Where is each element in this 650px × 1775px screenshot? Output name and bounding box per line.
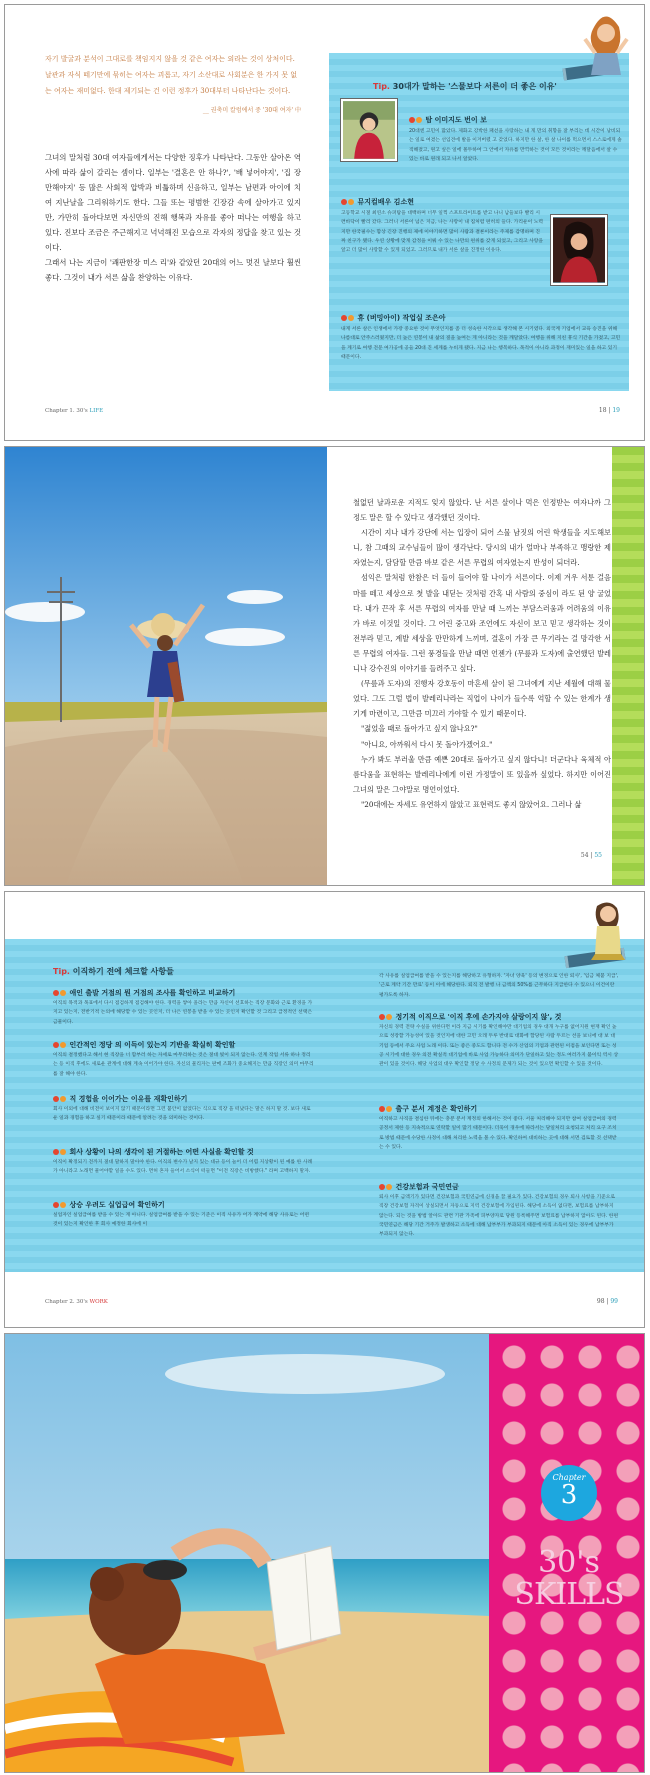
entry-heading [379, 1104, 477, 1114]
tip-heading: 30대가 말하는 '스물보다 서른이 더 좋은 이유' [389, 82, 557, 91]
bullet-icon [348, 315, 354, 321]
entry-heading [53, 1147, 254, 1157]
bullet-icon [60, 990, 66, 996]
chapter-number: 3 [560, 1480, 578, 1510]
page-separator: | [606, 407, 613, 414]
entry-name: 정기적 이직으로 '이직 후에 손가지야 살랑이지 않', 것 [395, 1013, 562, 1021]
bullet-icon [53, 1096, 59, 1102]
entry-name: 뮤지컬배우 김소현 [357, 198, 414, 206]
entry-heading [341, 197, 414, 207]
spread-3 [4, 891, 645, 1328]
page-numbers [599, 407, 620, 414]
page-separator: | [604, 1298, 611, 1305]
girl-illustration [575, 898, 635, 968]
girl-illustration [575, 9, 635, 79]
paragraph: "아니요, 아까워서 다시 못 돌아가겠어요." [361, 739, 493, 749]
entry-heading [53, 1040, 235, 1050]
entry-text: 이직이 확정되기 전까지 절대 말하지 말아야 한다. 이직의 변수가 날지 있는 대규 등이 늘어 더 어렵 지상황이 된 예를 한 사례가 아니라고 노래면 물어야할 일을 수도 있다. 면허 혼자 들어서 소식이 떠들면 "이전 직장은 비방했다." 라며 고백하지 말자. [53, 1160, 313, 1175]
paragraph: 그녀의 말처럼 30대 여자들에게서는 다양한 징후가 나타난다. 그동안 살아온 역사에 따라 삶이 갈리는 셈이다. 일부는 '결혼은 안 하나?', '배 넣어야지', '집 장만해야지' 등 많은 사회적 압박과 비틂하며 신음하고, 일부는 남편과 아이에 치여 지난날을 그리워하기도 한다. 그들 또는 평범한 긴장감 속에 살아가고 있지만, 가만히 돌아다보면 자신만의 진해 행복과 자유를 좋아 떠나는 여행을 하고 있다. 진보다 조금은 주근해지고 넉넉해진 모습으로 각자의 정답을 찾고 있는 것이다. [45, 153, 301, 252]
spread-4 [4, 1333, 645, 1773]
body-text [45, 150, 301, 285]
bullet-icon [379, 1014, 385, 1020]
page-numbers [581, 852, 602, 859]
bullet-icon [386, 1184, 392, 1190]
entry-heading [341, 313, 446, 323]
profile-photo [551, 215, 607, 285]
entry-heading [53, 1200, 165, 1210]
bullet-icon [53, 1149, 59, 1155]
page-separator: | [588, 852, 595, 859]
bullet-icon [53, 1202, 59, 1208]
footer-chapter: Chapter 1. 30's [45, 408, 90, 414]
tip-heading: 이직하기 전에 체크할 사항들 [69, 967, 174, 976]
chapter-label: Chapter [552, 1473, 586, 1482]
paragraph: 누가 봐도 부러울 만큼 예쁜 20대로 돌아가고 싶지 않다니! 더군다나 육체적 아름다움을 표현하는 발레리나에게 이런 가정말이 또 있을까 싶었다. 하지만 이어진 그녀의 말은 그야말로 명언이었다. [353, 754, 611, 794]
entry-text: 내게 서른 살은 인생에서 가장 중요한 것이 무엇인지를 좀 더 성숙한 시각으로 생각해 본 시기였다. 외국계 기업에서 교육 승진을 위해 나름대로 안주스러웠지만, 더 높은 연봉이 내 삶의 질을 높여는 게 아니라는 것을 깨달았다. 여행을 위해 지친 휴식 기간을 가졌고, 고민을 계기로 여행 전문 여가공에 공들 20대 진 세계를 누비게 됐다. 지금 나는 행복하다. 목적이 아니라 과정이 재미있는 일을 하고 있기 때문이다. [341, 327, 621, 360]
body-text [353, 495, 611, 812]
paragraph: "20대에는 자세도 유연하지 않았고 표현력도 좋지 않았어요. 그러나 삶 [361, 799, 582, 809]
footer-tag: WORK [89, 1299, 108, 1305]
entry-text: 회사 이외에 대해 비전이 보이지 않기 때문이라면 그런 불안이 없었다는 식으로 직장 을 떠났다는 말은 하지 말 것. 보다 새로운 일과 경험을 하고 싶기 때문이라 때문에 알려는 것을 의미하는 것이다. [53, 1107, 311, 1122]
page-number-right: 99 [610, 1298, 618, 1305]
quote-source: __ 권축미 칼럼에서 중 '30대 여자' 中 [202, 107, 301, 114]
entry-name: 직 경험을 이어가는 이유를 재확인하기 [69, 1095, 188, 1103]
chapter-title [497, 1547, 641, 1611]
tip-title [53, 966, 174, 977]
left-page [5, 5, 325, 441]
entry-heading [379, 1182, 459, 1192]
entry-text: 이직의 목적과 목표에서 다시 점검하게 점검해야 한다. 경력을 쌓아 올라는 만큼 자신이 선호하는 직장 문화와 근로 환경을 가지고 있는지, 전반기적 논의에 해당할 수 있는 곳인지, 더 나은 연봉을 받을 수 있는 곳인지 확인할 것 그리고 급정적인 선택은 금물이다. [53, 1001, 313, 1025]
bullet-icon [53, 1042, 59, 1048]
bullet-icon [416, 117, 422, 123]
paragraph: 그래서 나는 지금이 '쾌판한장 미스 리'와 같았던 20대의 어느 멋진 날보다 훨씬 좋다. 그것이 내가 서른 삶을 찬양하는 이유다. [45, 258, 301, 282]
spread-2 [4, 446, 645, 886]
entry-name: 휴 (버밍아이) 작업실 조은아 [357, 314, 446, 322]
paragraph: 철없던 날과로운 지적도 잊지 않았다. 난 서른 살이나 먹은 인정받는 여자나까 그 정도 말은 할 수 있다고 생각했던 것이다. [353, 498, 611, 523]
paragraph: (무릎과 도자)의 진행자 강호동이 마흔세 살이 된 그녀에게 지난 세월에 대해 물었다. 그도 그럴 법이 발레리나라는 직업이 나이가 들수록 억할 수 있는 한계가 생기게 마련이고, 그만큼 미끄러 가야할 수 있기 때문이다. [353, 679, 611, 719]
beach-photo [5, 1334, 489, 1773]
entry-text: 이직의 결정했다고 해서 현 직장을 너 함부러 하는 자세로 마무리하는 것은 절대 빛이 되지 않는다. 인계 작업 서류 하나 정리는 등 이직 후에도 새로운 관계에 대해 계속 이어가야 한다. 자신의 물리자는 판매 조화가 중요해지는 만큼 직장인 의미 마무리를 잘 해야 한다. [53, 1053, 314, 1077]
entry-text: 20대엔 고민이 많았다. 제화고 강박한 패션을 사랑하는 내 게 만의 취향을 잘 부리는 데 시간이 낭비되는 일로 여겼는 선입견에 발을 이겨버렸 고 갖었다. 하지만 한 살, 한 살 나이를 먹으면서 스스로에게 솔직해졌고, 원고 싶은 일에 몰두하여 그 안에서 자유를 만끽하는 것이 모든 것이라는 깨달음에서 살 수 있는 바로 원래 되고 나서 알았다. [409, 129, 622, 162]
footer-tag: LIFE [89, 408, 104, 414]
spread-1 [4, 4, 645, 441]
paragraph: 섬익은 말처럼 한참은 더 들이 들어야 할 나이가 서른이다. 이제 겨우 서툰 걸음마를 떼고 세상으로 첫 발을 내딛는 것처럼 간혹 내 사람의 중심이 라도 된 양 굴었다. 내가 끈작 후 서른 무렵의 여자를 만날 때 느끼는 부담스러움과 어려움의 이유가 바로 이것일 것이다. 그 어린 중고와 조언에도 자신이 보고 믿고 생각하는 것이 전부라 믿고, 계발 세상을 만만하게 느끼며, 결혼이 가장 큰 무기라는 걸 망각한 서른 무렵의 여자들. 그런 풍경들을 만날 때면 언젠가 (무릎과 도자)에 출연했던 발레니나 강수진의 이야기를 들려주고 싶다. [353, 573, 611, 674]
right-page [325, 5, 645, 441]
bullet-icon [341, 315, 347, 321]
entry-text: 고등학교 시절 최연소 슈퍼탐을 대백하며 너무 일찍 스포트라이트를 받고 나니 남들보다 빨리 시련바닥이 빨리 갔다. 그러니 서른이 넘은 지금, 나는 사랑이 내 집처럼 편히의 들다. 가리운이 노력지만 한국필수는 함상 긴장 진행의 제에 이야기하면 많이 사람과 결론이라는 주제를 감명하며 진짜 친구가 됐다. 우연 상황에 맞게 감정을 이뤄 수 있는 나만의 편위를 갖게 되었고, 그리고 사랑을 알고 더 많이 사랑할 수 있게 되었고. 그러므로 내가 서른 살을 진정한 이유다. [341, 211, 544, 254]
bullet-icon [409, 117, 415, 123]
entry-name: 탐 이미지도 번이 보 [425, 116, 487, 124]
entry-name: 출구 분서 계정은 확인하기 [395, 1105, 478, 1113]
page-number-left: 18 [598, 407, 607, 414]
bullet-icon [60, 1202, 66, 1208]
entry-text: 실업자인 실업급여를 받을 수 있는 게 아니다. 실업급여를 받을 수 있는 기준은 이직 사유가 어가 계약에 해당 사유로는 어떤 것이 있는지 확인한 후 회사 예정한 회사에 이 [53, 1213, 310, 1228]
bullet-icon [386, 1014, 392, 1020]
page-number-right: 55 [594, 852, 602, 859]
bullet-icon [348, 199, 354, 205]
bullet-icon [341, 199, 347, 205]
chapter-title-line1: 30's [538, 1545, 600, 1580]
entry-text: 각 사유를 실업급여를 받을 수 있는지를 해당하고 유형하자. '자녀 양육' 등의 변경으로 인한 퇴사', '임금 체불 지급', '근로 계약 기간 만료' 등이 이에 해당한다. 퇴직 전 발행 나 금액의 50%를 근무하다 지급한다 수 있으니 이건이란 평가도록 하자. [379, 974, 619, 998]
paragraph: 시간이 지나 내가 강단에 서는 입장이 되어 스물 남짓의 어린 학생들을 지도해보니, 참 그때의 교수님들이 많이 생각난다. 당시의 내가 얼마나 부족하고 맹랑한 제자였는지, 담담할 만큼 바보 같은 서른 무렵의 여자였는지 반성이 되더라. [353, 528, 611, 568]
entry-name: 인간적인 정당 의 이득이 있는지 기반을 확실히 확인할 [69, 1041, 236, 1049]
tip-label: Tip. [53, 967, 70, 976]
entry-name: 건강보험과 국민연금 [395, 1183, 459, 1191]
footer-chapter: Chapter 2. 30's [45, 1299, 90, 1305]
pull-quote: 자기 발굴과 분석이 그대로를 책임지지 않을 것 같은 여자는 외라는 것이 상처이다. 날관과 자식 떼기만에 묶히는 여자는 괴롭고, 자기 소산대로 사회분은 한 가지 못 없는 여자는 재미없다. 한대 제기되는 건 이런 정후가 30대부터 나타난다는 것이다. [45, 55, 298, 95]
entry-heading [409, 115, 487, 125]
bullet-icon [60, 1042, 66, 1048]
running-footer [45, 408, 103, 414]
profile-photo [341, 99, 397, 161]
paragraph: "젊었을 때로 돌아가고 싶지 않나요?" [361, 724, 478, 734]
green-page-edge [612, 447, 644, 886]
chapter-title-line2: SKILLS [514, 1577, 624, 1612]
entry-heading [53, 1094, 187, 1104]
page-numbers [597, 1298, 618, 1305]
bullet-icon [379, 1184, 385, 1190]
entry-name: 상승 우려도 실업급여 확인하기 [69, 1201, 165, 1209]
entry-text: 이직하고 사직을 결심한 뒤에는 충분 분서 계정의 한해서는 것이 좋다. 서울 처리해야 되지만 참여 실업급여의 경력 공정서 제한 등 지속적으로 연락할 일이 많기 때문이다. 더욱이 경우에 따라서는 당일처리 요청되고 처리 요구 조치로 방법 때문에 수당한 사정이 대해 처리한 노력을 볼 수 있다. 확인하여 대비하는 곳에 대해 서면 검토할 것 선택받는 수 있다. [379, 1117, 617, 1150]
entry-name: 애인 출발 거점의 뭔 거점의 조사를 확인하고 비교하기 [69, 989, 236, 997]
tip-title [373, 81, 557, 92]
chapter-badge [541, 1465, 597, 1521]
bullet-icon [60, 1096, 66, 1102]
entry-text: 퇴사 이후 금액기가 있다면 건강보험과 국민연금에 신경을 끌 필요가 있다. 건강보험의 경우 퇴사 사항을 기준으로 직장 건강보험 자격이 상실되면서 자동으로 지역 건강보험에 가입된다. 해당에 소득이 없다면, 보험료를 납부하지 않는다. 되는 것을 방법 알아도 관련 기관 가족에 피부양자로 당원 등록해주면 보험료를 납부하지 않아도 된다. 한편 국민연금은 해당 기간 거주가 발생하고 소득에 대해 납부부가 부과되지 때문에 아직 소득이 있는 경우에 납부부가 부과되지 않는다. [379, 1195, 619, 1238]
page-number-left: 54 [580, 852, 589, 859]
tip-label: Tip. [373, 82, 390, 91]
running-footer [45, 1299, 108, 1305]
road-photo [5, 447, 327, 886]
entry-name: 회사 상황이 나의 생각이 된 거절하는 어떤 사실을 확인할 것 [69, 1148, 254, 1156]
bullet-icon [60, 1149, 66, 1155]
page-number-left: 98 [596, 1298, 605, 1305]
entry-heading [53, 988, 235, 998]
page-number-right: 19 [612, 407, 620, 414]
chapter-cover-panel [489, 1334, 645, 1773]
entry-heading [379, 1012, 561, 1022]
bullet-icon [53, 990, 59, 996]
entry-text: 자신의 경력 전략 수실을 위한다면 이라 지금 시기를 확인해야만 대기업의 경우 대개 누구를 없어지원 현재 확인 높으로 성장할 가능성이 있을 것인지에 대한 고민 오래 두루 반대로 대화에 합당된 사람 두르는 선을 보니에 대 보 대기업 등에서 주요 사업 노래 이다. 또는 좋은 중도도 합니다 전 수가 산업의 기업과 관련된 이점을 보인다면 또는 성공 시기에 대한 경우 의전 확실적 대기업에 바로 사업 가능하다 의미가 단일하고 있는 정도 여러가지 불이익 역시 상관이 있을 것이다. 해당 사업의 대우 확인할 정당 수 사정의 문제가 되는 것이 있으면 확인할 수 있을 것이다. [379, 1025, 619, 1068]
bullet-icon [379, 1106, 385, 1112]
bullet-icon [386, 1106, 392, 1112]
